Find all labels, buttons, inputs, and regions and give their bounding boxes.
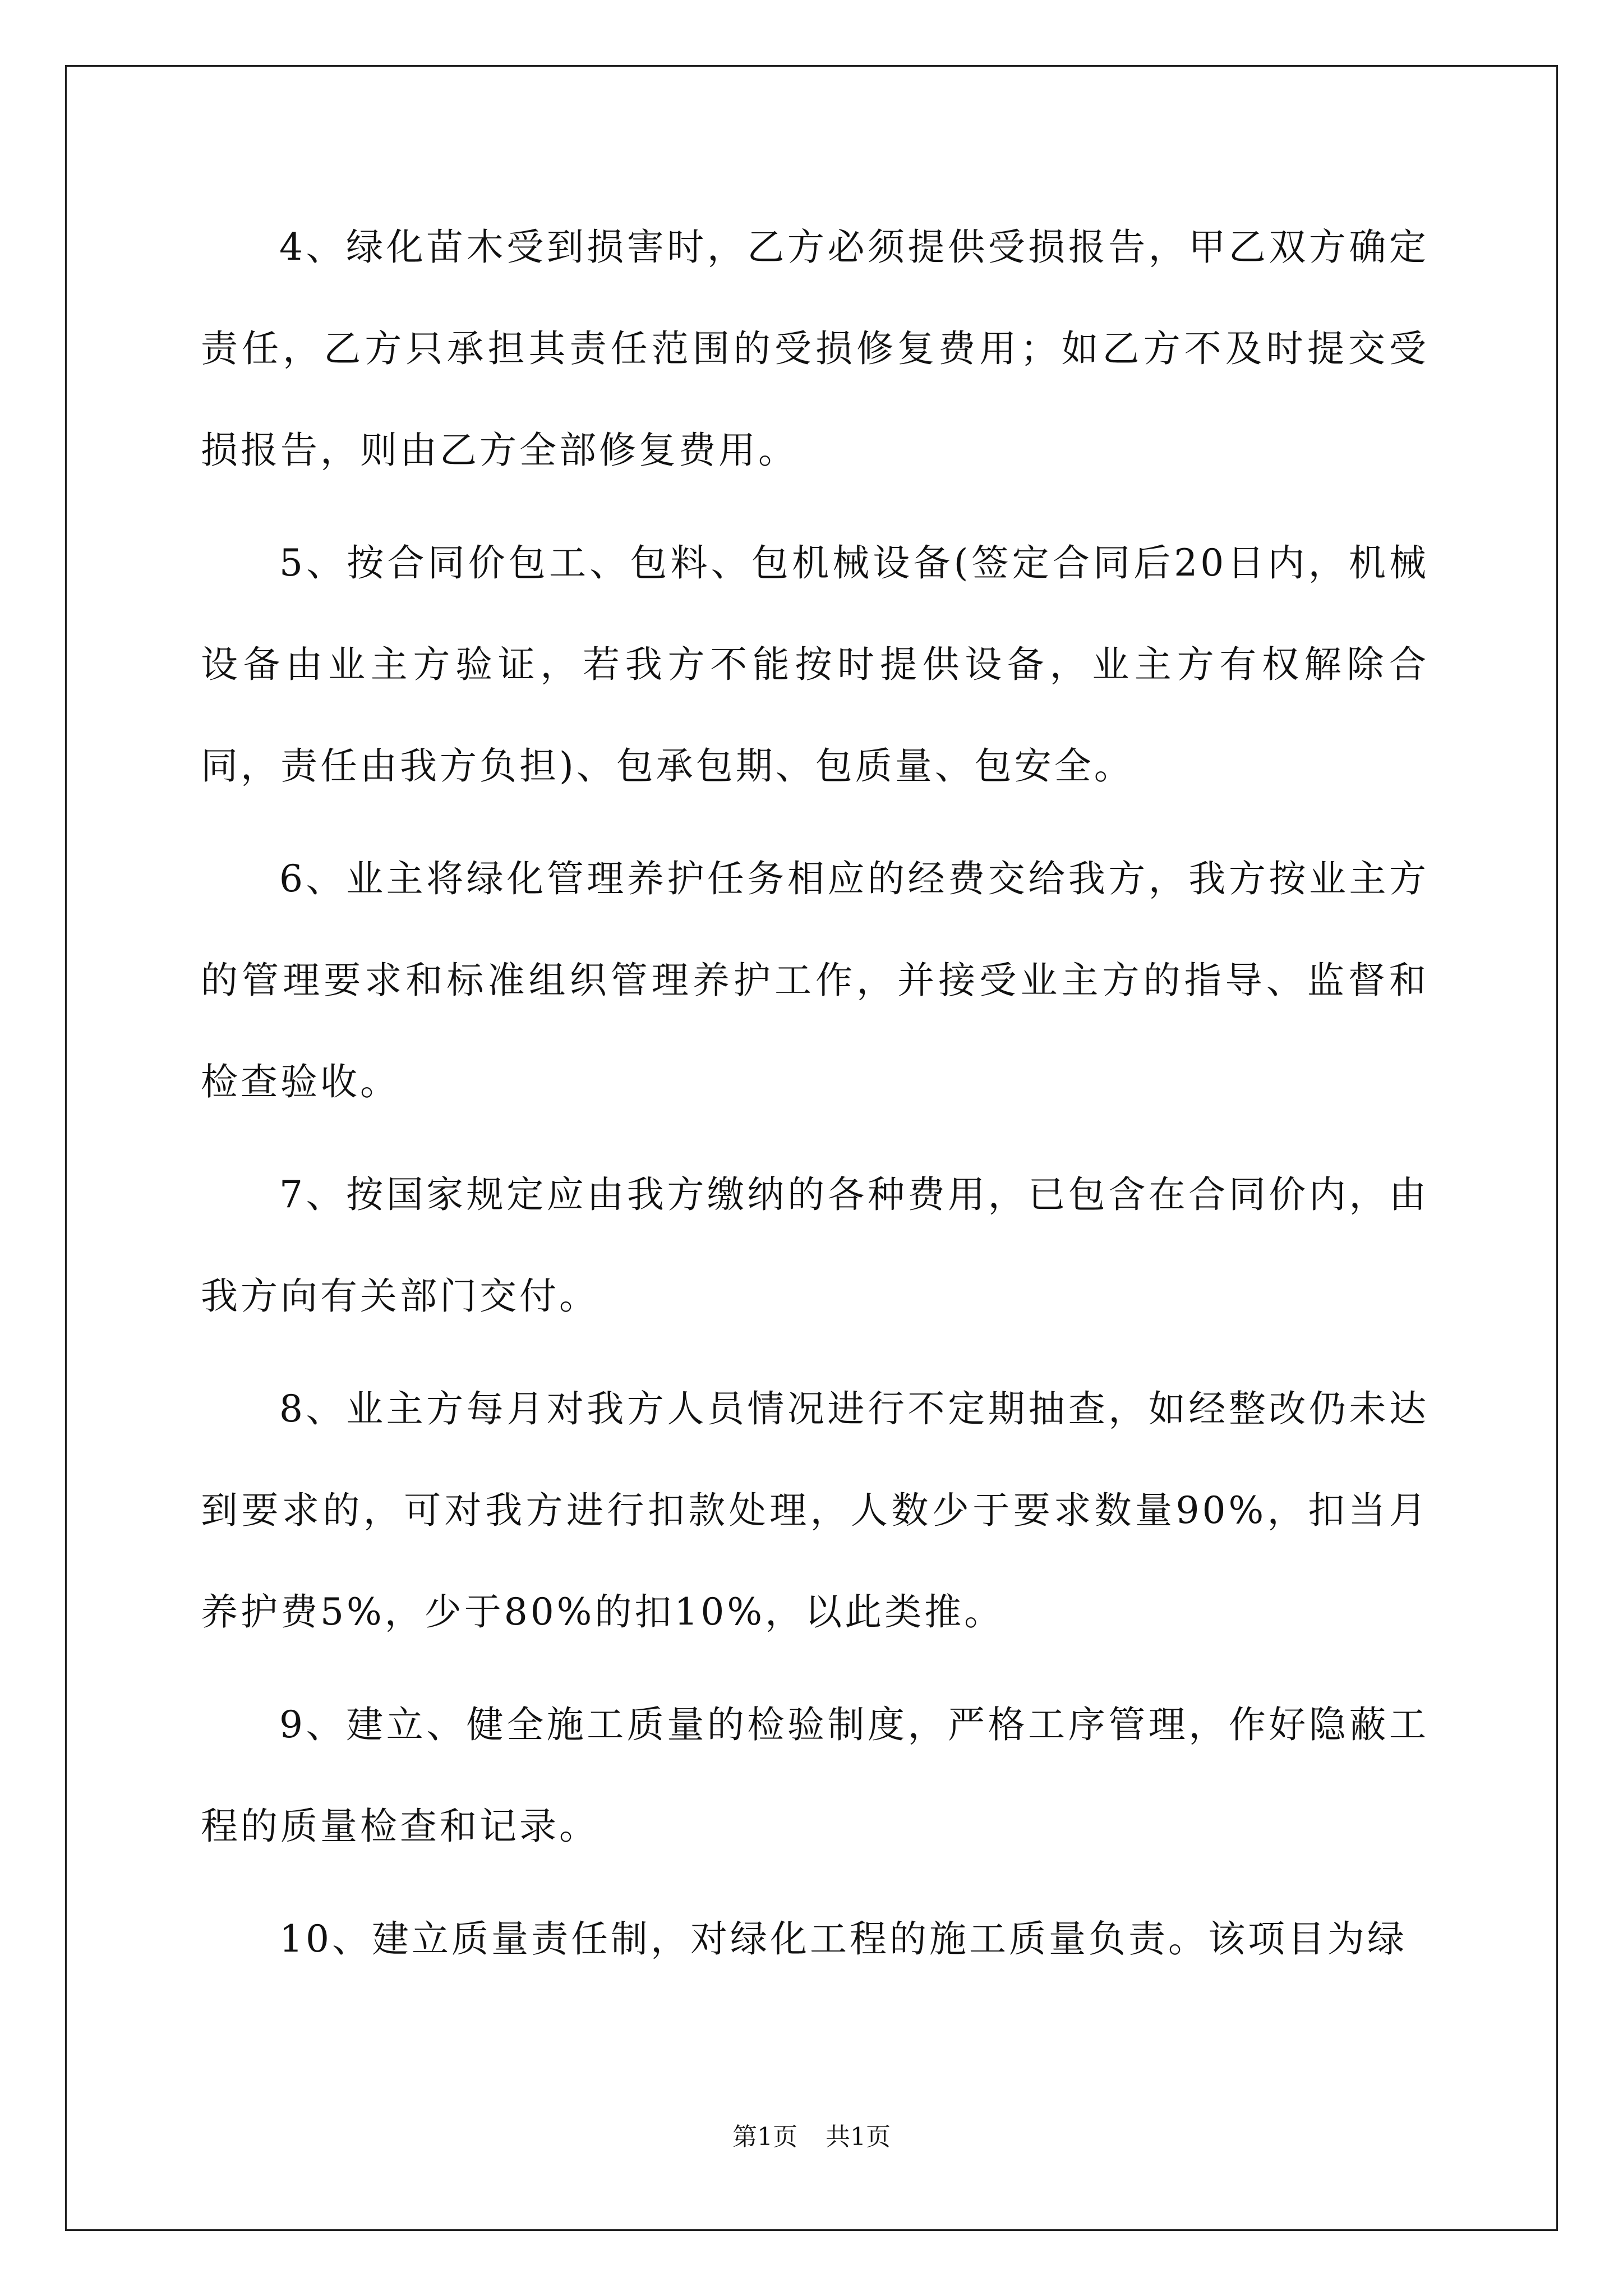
paragraph-8: 8、业主方每月对我方人员情况进行不定期抽查，如经整改仍未达到要求的，可对我方进行扣款处理，人数少于要求数量90%，扣当月养护费5%，少于80%的扣10%，以此类推。 <box>201 1387 1429 1634</box>
page-total: 共1页 <box>826 2123 891 2151</box>
paragraph-6: 6、业主将绿化管理养护任务相应的经费交给我方，我方按业主方的管理要求和标准组织管理养护工作，并接受业主方的指导、监督和检查验收。 <box>201 857 1429 1103</box>
paragraph-4: 4、绿化苗木受到损害时，乙方必须提供受损报告，甲乙双方确定责任，乙方只承担其责任范围的受损修复费用；如乙方不及时提交受损报告，则由乙方全部修复费用。 <box>201 226 1429 472</box>
document-body <box>201 196 1429 2001</box>
paragraph-5: 5、按合同价包工、包料、包机械设备(签定合同后20日内，机械设备由业主方验证，若我方不能按时提供设备，业主方有权解除合同，责任由我方负担)、包承包期、包质量、包安全。 <box>201 541 1429 788</box>
paragraph-7: 7、按国家规定应由我方缴纳的各种费用，已包含在合同价内，由我方向有关部门交付。 <box>201 1173 1429 1318</box>
paragraph-10: 10、建立质量责任制，对绿化工程的施工质量负责。该项目为绿 <box>279 1917 1407 1961</box>
page-footer <box>0 2120 1623 2154</box>
paragraph-9: 9、建立、健全施工质量的检验制度，严格工序管理，作好隐蔽工程的质量检查和记录。 <box>201 1703 1429 1848</box>
page-number: 第1页 <box>732 2123 797 2151</box>
